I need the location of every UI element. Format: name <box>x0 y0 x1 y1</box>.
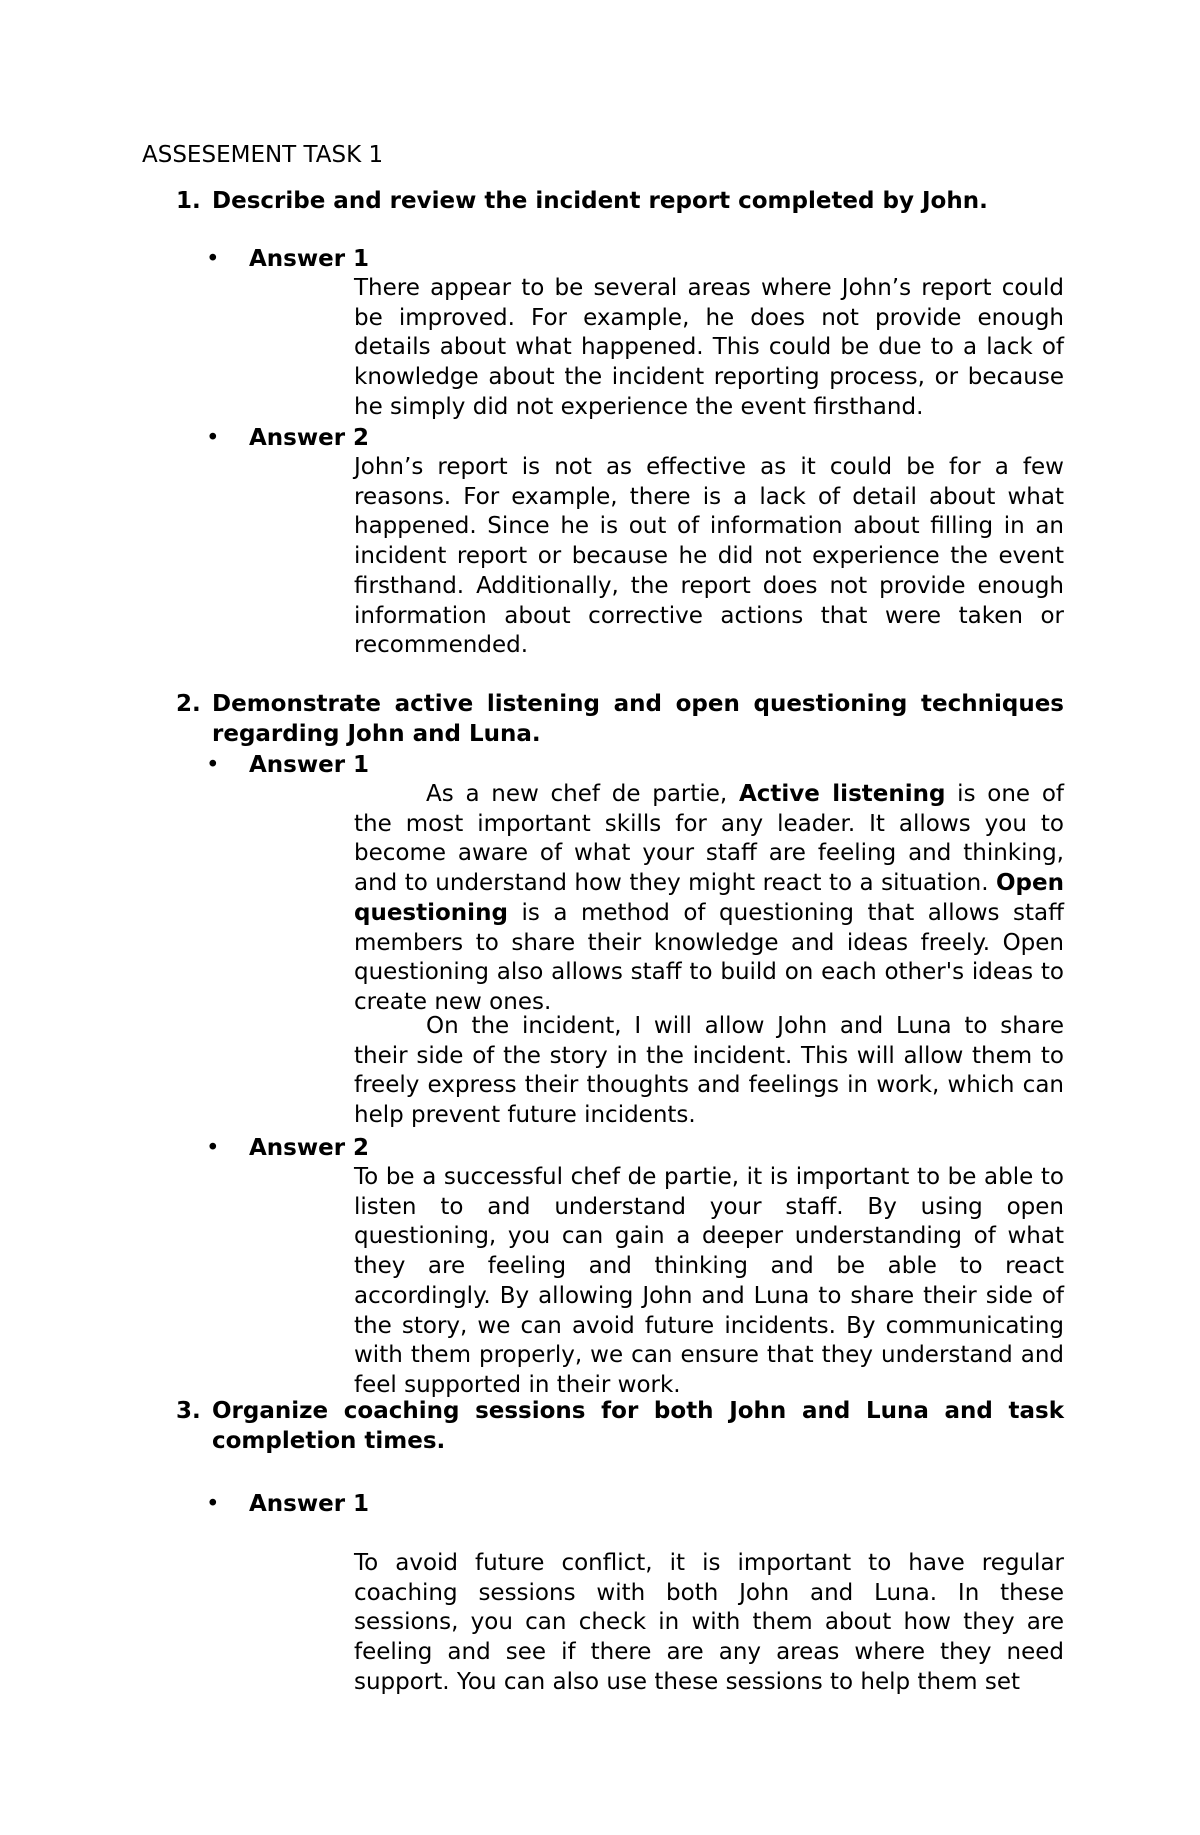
question-number: 1. <box>176 188 201 214</box>
answer-label: Answer 2 <box>249 1135 370 1161</box>
question-text: Demonstrate active listening and open questioning techniques regarding John and Luna. <box>212 691 1064 747</box>
answer-paragraph: To be a successful chef de partie, it is important to be able to listen to and understand your staff. By using open questioning, you can gain a deeper understanding of what they are feeling and thinking and be able to react accordingly. By allowing John and Luna to share their side of the story, we can avoid future incidents. By communicating with them properly, we can ensure that they understand and feel supported in their work. <box>354 1164 1064 1398</box>
answer-label: Answer 1 <box>249 1491 370 1517</box>
question-1 <box>176 187 1064 217</box>
answer-heading <box>206 245 370 275</box>
answer-heading <box>206 751 370 781</box>
answer-heading <box>206 424 370 454</box>
term-open-questioning: Open questioning <box>354 870 1064 926</box>
question-2 <box>176 690 1064 749</box>
bullet-icon: • <box>206 1135 220 1161</box>
bullet-icon: • <box>206 752 220 778</box>
answer-label: Answer 1 <box>249 246 370 272</box>
bullet-icon: • <box>206 1491 220 1517</box>
document-title: ASSESEMENT TASK 1 <box>142 142 384 168</box>
paragraph-text: is one of the most important skills for any leader. It allows you to become aware of what your staff are feeling and thinking, and to understand how they might react to a situation. <box>354 781 1064 897</box>
answer-paragraph: John’s report is not as effective as it could be for a few reasons. For example, there is a lack of detail about what happened. Since he is out of information about filling in an incident report or because he did not experience the event firsthand. Additionally, the report does not provide enough information about corrective actions that were taken or recommended. <box>354 454 1064 659</box>
answer-heading <box>206 1490 370 1520</box>
question-text: Organize coaching sessions for both John and Luna and task completion times. <box>212 1398 1064 1454</box>
answer-paragraph <box>354 780 1064 1018</box>
term-active-listening: Active listening <box>738 781 946 807</box>
bullet-icon: • <box>206 246 220 272</box>
question-3 <box>176 1397 1064 1456</box>
answer-label: Answer 1 <box>249 752 370 778</box>
bullet-icon: • <box>206 425 220 451</box>
paragraph-text: As a new chef de partie, <box>426 781 739 807</box>
answer-heading <box>206 1134 370 1164</box>
question-number: 2. <box>176 691 201 717</box>
answer-paragraph: To avoid future conflict, it is important to have regular coaching sessions with both John and Luna. In these sessions, you can check in with them about how they are feeling and see if there are any areas where they need support. You can also use these sessions to help them set <box>354 1550 1064 1695</box>
answer-paragraph: There appear to be several areas where John’s report could be improved. For example, he does not provide enough details about what happened. This could be due to a lack of knowledge about the incident reporting process, or because he simply did not experience the event firsthand. <box>354 275 1064 420</box>
question-text: Describe and review the incident report completed by John. <box>212 188 988 214</box>
paragraph-text: is a method of questioning that allows staff members to share their knowledge and ideas freely. Open questioning also allows staff to build on each other's ideas to create new ones. <box>354 899 1064 1015</box>
answer-label: Answer 2 <box>249 425 370 451</box>
answer-paragraph: On the incident, I will allow John and Luna to share their side of the story in the incident. This will allow them to freely express their thoughts and feelings in work, which can help prevent future incidents. <box>354 1013 1064 1129</box>
question-number: 3. <box>176 1398 201 1424</box>
